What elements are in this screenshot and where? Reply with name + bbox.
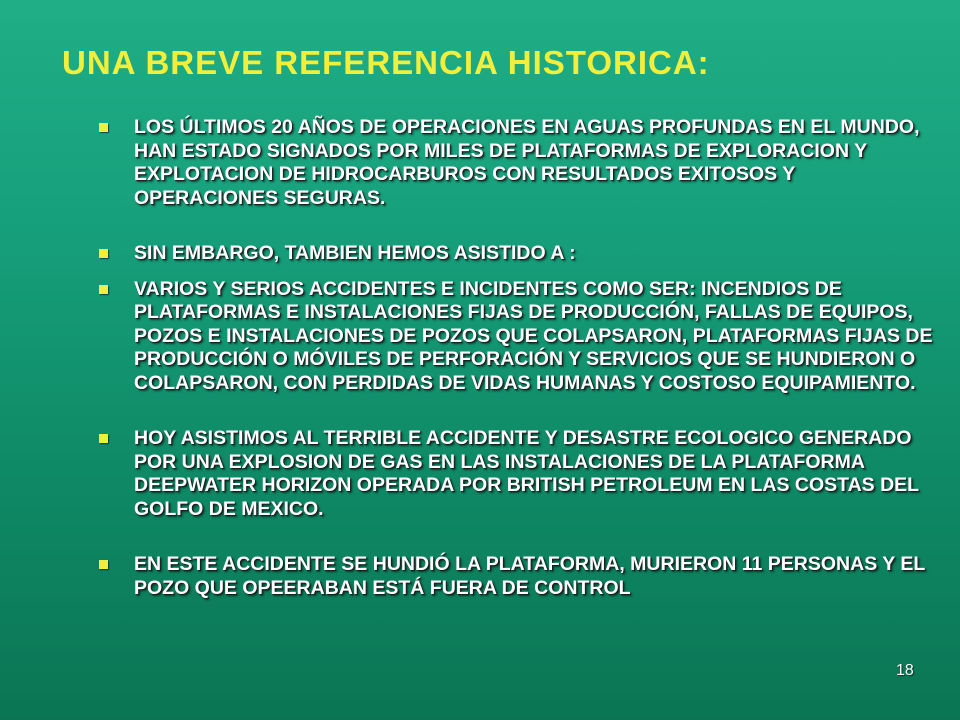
- bullet-text: VARIOS Y SERIOS ACCIDENTES E INCIDENTES COMO SER: INCENDIOS DE PLATAFORMAS E INSTALACIONES FIJAS DE PRODUCCIÓN, FALLAS DE EQUIPOS, POZOS E INSTALACIONES DE POZOS QUE COLAPSARON, PLATAFORMAS FIJAS DE PRODUCCIÓN O MÓVILES DE PERFORACIÓN Y SERVICIOS QUE SE HUNDIERON O COLAPSARON, CON PERDIDAS DE VIDAS HUMANAS Y COSTOSO EQUIPAMIENTO.: [134, 277, 933, 394]
- bullet-text: EN ESTE ACCIDENTE SE HUNDIÓ LA PLATAFORMA, MURIERON 11 PERSONAS Y EL POZO QUE OPEERABAN ESTÁ FUERA DE CONTROL: [134, 553, 925, 599]
- bullet-text: HOY ASISTIMOS AL TERRIBLE ACCIDENTE Y DESASTRE ECOLOGICO GENERADO POR UNA EXPLOSION DE GAS EN LAS INSTALACIONES DE LA PLATAFORMA DEEPWATER HORIZON OPERADA POR BRITISH PETROLEUM EN LAS COSTAS DEL GOLFO DE MEXICO.: [134, 427, 919, 520]
- bullet-text: LOS ÚLTIMOS 20 AÑOS DE OPERACIONES EN AGUAS PROFUNDAS EN EL MUNDO, HAN ESTADO SIGNADOS POR MILES DE PLATAFORMAS DE EXPLORACION Y EXPLOTACION DE HIDROCARBUROS CON RESULTADOS EXITOSOS Y OPERACIONES SEGURAS.: [134, 116, 920, 209]
- bullet-item: [98, 242, 938, 266]
- square-bullet-icon: [99, 434, 108, 443]
- bullet-item: [98, 278, 938, 396]
- square-bullet-icon: [99, 560, 108, 569]
- square-bullet-icon: [99, 123, 108, 132]
- square-bullet-icon: [99, 285, 108, 294]
- bullet-item: [98, 116, 938, 210]
- page-number: 18: [896, 662, 914, 679]
- bullet-item: [98, 427, 938, 521]
- square-bullet-icon: [99, 249, 108, 258]
- bullet-item: [98, 553, 938, 600]
- bullet-text: SIN EMBARGO, TAMBIEN HEMOS ASISTIDO A :: [134, 242, 576, 264]
- slide-title: UNA BREVE REFERENCIA HISTORICA:: [62, 44, 710, 81]
- bullet-list: [98, 116, 938, 600]
